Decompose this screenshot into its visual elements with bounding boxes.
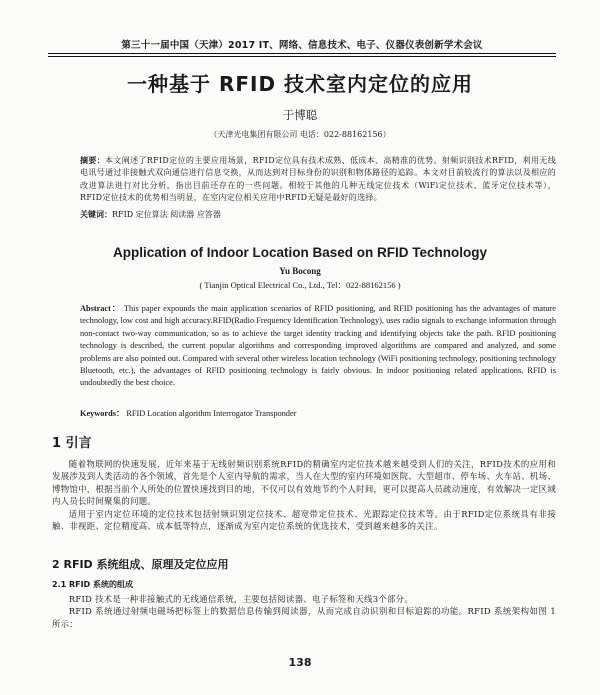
author-english: Yu Bocong: [279, 266, 321, 276]
keywords-english-text: RFID Location algorithm Interrogator Transponder: [126, 409, 297, 418]
paragraph: 随着物联网的快速发展，近年来基于无线射频识别系统RFID的精确室内定位技术越来越受到人们的关注，RFID技术的应用和发展涉及到人类活动的各个领域，首先是个人室内导航的需求，当人在大型的室内环境如医院、大型超市、停车场、火车站、机场、博物馆中，根据当前个人所处的位置快速找到目的地，不仅可以有效地节约个人时间，更可以提高人员疏动速度，有效解决一定区域内人员长时间聚集的问题。: [52, 459, 556, 507]
abstract-chinese-label: 摘要：: [80, 156, 106, 165]
keywords-english: [80, 407, 296, 419]
keywords-chinese: [80, 209, 221, 220]
section-1-heading: 1 引言: [52, 436, 92, 451]
section-2-1-body: [52, 593, 556, 630]
abstract-chinese-text: 本文阐述了RFID定位的主要应用场景，RFID定位具有技术成熟、低成本、高精准的优势。射频识别技术RFID，利用无线电讯号通过非接触式双向通信进行信息交换，从而达到对目标身份的识别和物体路径的追踪。本文对目前较流行的算法以及相应的改进算法进行对比分析，指出目前还存在的一些问题。相较于其他的几种无线定位技术（WiFi定位技术、蓝牙定位技术等），RFID定位技术的优势相当明显，在室内定位相关应用中RFID无疑是最好的选择。: [80, 156, 557, 202]
affiliation-english: ( Tianjin Optical Electrical Co., Ltd., Tel：022-88162156 ): [199, 280, 401, 290]
abstract-english-text: This paper expounds the main application scenarios of RFID positioning, and RFID positioning has the advantages of mature technology, low cost and high accuracy.RFID(Radio Frequency Identification Technology), uses radio signals to exchange information through non-contact two-way communication, so as to achieve the target identity tracking and identifying objects take the path. RFID positioning technology is described, the current popular algorithms and corresponding improved algorithms are compared and analyzed, and some problems are also pointed out. Compared with several other wireless location technology (WiFi positioning technology, positioning technology Bluetooth, etc.), the advantages of RFID positioning technology is fairly obvious. In indoor positioning related applications, RFID is undoubtedly the best choice.: [80, 304, 556, 388]
affiliation-chinese: （天津光电集团有限公司 电话：022-88162156）: [209, 130, 391, 139]
paragraph: 适用于室内定位环境的定位技术包括射频识别定位技术、超宽带定位技术、光跟踪定位技术等。由于RFID定位系统具有非接触、非视距、定位精度高、成本低等特点，逐渐成为室内定位系统的优选技术，受到越来越多的关注。: [52, 508, 556, 532]
abstract-chinese: [80, 155, 556, 204]
paragraph: RFID 技术是一种非接触式的无线通信系统，主要包括阅读器、电子标签和天线3个部分。: [68, 594, 414, 604]
keywords-chinese-label: 关键词：: [80, 210, 112, 219]
abstract-english-label: Abstract：: [80, 304, 122, 313]
title-english: Application of Indoor Location Based on RFID Technology: [113, 245, 487, 260]
page-number: 138: [288, 656, 312, 669]
title-chinese: 一种基于 RFID 技术室内定位的应用: [126, 72, 474, 96]
author-chinese: 于博聪: [282, 108, 318, 122]
paragraph: RFID 系统通过射频电磁场把标签上的数据信息传输到阅读器，从而完成自动识别和目标追踪的功能。RFID 系统架构如图 1 所示：: [52, 606, 556, 629]
section-2-heading: 2 RFID 系统组成、原理及定位应用: [52, 558, 229, 571]
running-header: 第三十一届中国（天津）2017 IT、网络、信息技术、电子、仪器仪表创新学术会议: [121, 40, 483, 51]
header-rule-thick: [48, 53, 556, 54]
keywords-chinese-text: RFID 定位算法 阅读器 应答器: [112, 210, 221, 219]
keywords-english-label: Keywords：: [80, 409, 125, 418]
abstract-english: [80, 303, 556, 390]
section-1-body: [52, 458, 556, 532]
header-rule-thin: [48, 56, 556, 57]
section-2-1-heading: 2.1 RFID 系统的组成: [52, 580, 133, 589]
